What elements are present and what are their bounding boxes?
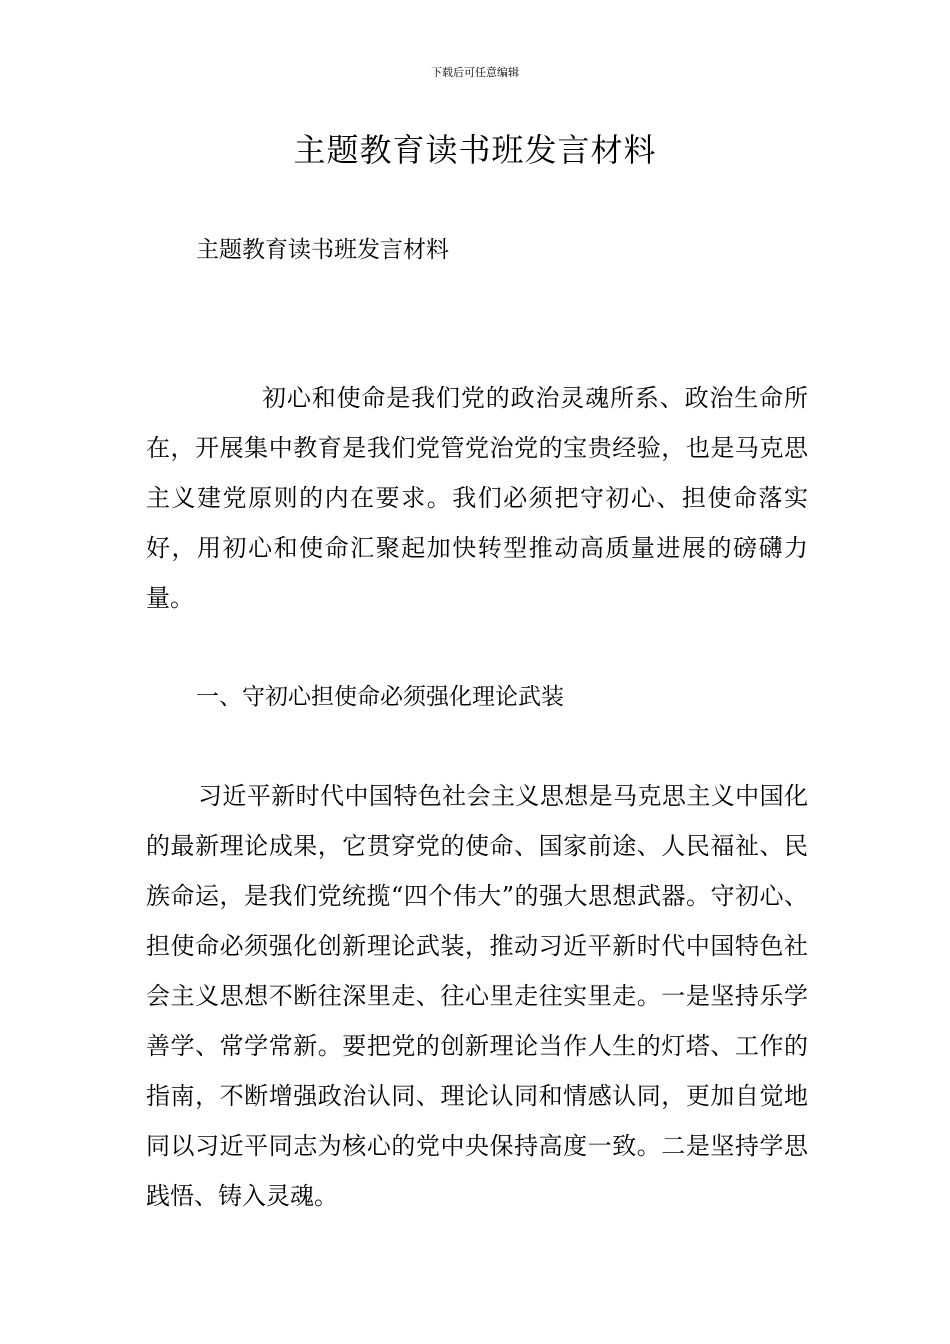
- section-heading: 一、守初心担使命必须强化理论武装: [196, 684, 564, 710]
- intro-paragraph: 初心和使命是我们党的政治灵魂所系、政治生命所在，开展集中教育是我们党管党治党的宝贵经验，也是马克思主义建党原则的内在要求。我们必须把守初心、担使命落实好，用初心和使命汇聚起加快转型推动高质量进展的磅礴力量。: [146, 384, 808, 612]
- section-paragraph: 习近平新时代中国特色社会主义思想是马克思主义中国化的最新理论成果，它贯穿党的使命、国家前途、人民福祉、民族命运，是我们党统揽“四个伟大”的强大思想武器。守初心、担使命必须强化创新理论武装，推动习近平新时代中国特色社会主义思想不断往深里走、往心里走往实里走。一是坚持乐学善学、常学常新。要把党的创新理论当作人生的灯塔、工作的指南，不断增强政治认同、理论认同和情感认同，更加自觉地同以习近平同志为核心的党中央保持高度一致。二是坚持学思践悟、铸入灵魂。: [146, 782, 808, 1210]
- document-subtitle: 主题教育读书班发言材料: [196, 237, 449, 263]
- document-title: 主题教育读书班发言材料: [293, 131, 657, 169]
- header-note: 下载后可任意编辑: [431, 66, 519, 79]
